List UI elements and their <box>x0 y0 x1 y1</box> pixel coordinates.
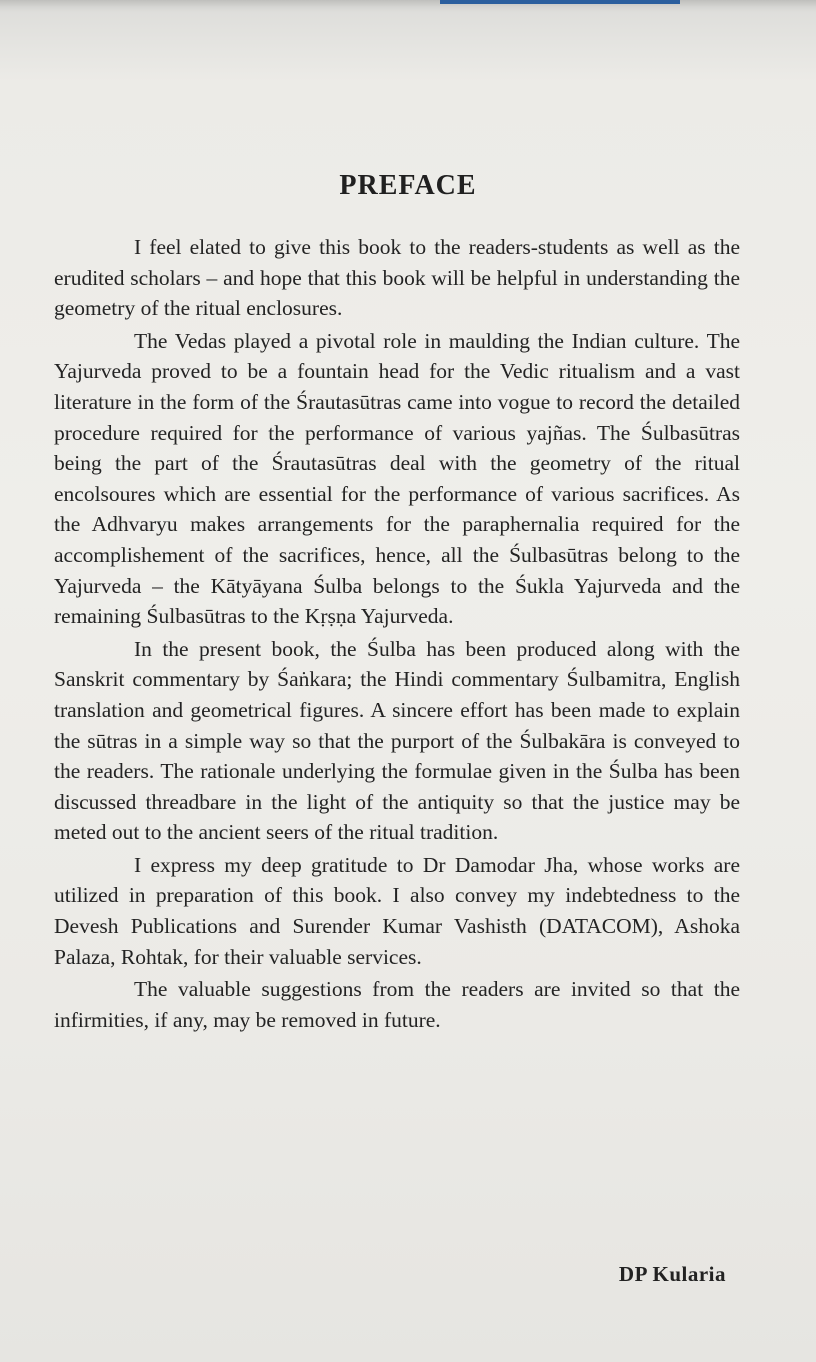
paragraph-4: I express my deep gratitude to Dr Damodar Jha, whose works are utilized in preparation of this book. I also convey my indebtedness to the Devesh Publications and Surender Kumar Vashisth (DATACOM), Ashoka Palaza, Rohtak, for their valuable services. <box>54 852 740 969</box>
top-blue-tab <box>440 0 680 4</box>
paragraph-2: The Vedas played a pivotal role in maulding the Indian culture. The Yajurveda proved to be a fountain head for the Vedic ritualism and a vast literature in the form of the Śrautasūtras came into vogue to record the detailed procedure required for the performance of various yajñas. The Śulbasūtras being the part of the Śrautasūtras deal with the geometry of the ritual encolsoures which are essential for the performance of various sacrifices. As the Adhvaryu makes arrangements for the paraphernalia required for the accomplishement of the sacrifices, hence, all the Śulbasūtras belong to the Yajurveda – the Kātyāyana Śulba belongs to the Śukla Yajurveda and the remaining Śulbasūtras to the Kṛṣṇa Yajurveda. <box>54 328 740 629</box>
preface-body <box>54 232 740 1035</box>
paragraph-5: The valuable suggestions from the readers are invited so that the infirmities, if any, may be removed in future. <box>54 977 740 1032</box>
paragraph-1: I feel elated to give this book to the readers-students as well as the erudited scholars – and hope that this book will be helpful in understanding the geometry of the ritual enclosures. <box>54 235 740 321</box>
author-signature: DP Kularia <box>618 1262 726 1286</box>
page-top-edge <box>0 0 816 12</box>
paragraph-3: In the present book, the Śulba has been produced along with the Sanskrit commentary by Śaṅkara; the Hindi commentary Śulbamitra, English translation and geometrical figures. A sincere effort has been made to explain the sūtras in a simple way so that the purport of the Śulbakāra is conveyed to the readers. The rationale underlying the formulae given in the Śulba has been discussed threadbare in the light of the antiquity so that the justice may be meted out to the ancient seers of the ritual tradition. <box>54 636 740 845</box>
page-title: PREFACE <box>339 170 477 201</box>
